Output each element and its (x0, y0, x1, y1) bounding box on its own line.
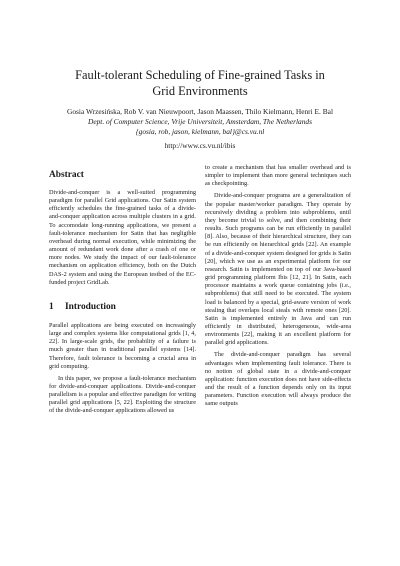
title-line-1: Fault-tolerant Scheduling of Fine-grained Tasks in (75, 68, 325, 82)
introduction-heading (49, 301, 196, 313)
paper-title (0, 67, 400, 99)
affiliation (0, 117, 400, 137)
right-paragraph-1: Divide-and-conquer programs are a generalization of the popular master/worker paradigm. They operate by recursively dividing a problem into subproblems, until they become trivial to solve, and then combining their results. Such programs can be run efficiently in parallel [8]. Also, because of their hierarchical structure, they can be run efficiently on hierarchical grids [22]. An example of a divide-and-conquer system designed for grids is Satin [20], which we use as an experimental platform for our research. Satin is implemented on top of our Java-based grid programming platform Ibis [12, 21]. In Satin, each processor maintains a work queue containing jobs (i.e., subproblems) that still need to be executed. The system load is balanced by a special, grid-aware version of work stealing that overlaps local steals with remote ones [20]. Satin is implemented entirely in Java and can run efficiently in distributed, heterogeneous, wide-area environments [22], making it an excellent platform for parallel grid applications. (205, 192, 351, 347)
right-paragraph-2: The divide-and-conquer paradigm has several advantages when implementing fault tolerance. There is no notion of global state in a divide-and-conquer application: function execution does not have side-effects and the result of a function depends only on its input parameters. Function execution will always produce the same outputs (205, 351, 351, 408)
intro-paragraph-2: In this paper, we propose a fault-tolerance mechanism for divide-and-conquer applications. Divide-and-conquer parallelism is a popular and effective paradigm for writing parallel grid applications [5, 22]. Exploiting the structure of the divide-and-conquer applications allowed us (49, 374, 196, 415)
project-url: http://www.cs.vu.nl/ibis (164, 141, 236, 150)
affiliation-emails: {gosia, rob, jason, kielmann, bal}@cs.vu.nl (135, 127, 265, 136)
section-title: Introduction (65, 301, 116, 312)
section-number: 1 (49, 301, 54, 312)
right-paragraph-0: to create a mechanism that has smaller overhead and is simpler to implement than more general techniques such as checkpointing. (205, 164, 351, 188)
abstract-text: Divide-and-conquer is a well-suited programming paradigm for parallel Grid applications. Our Satin system efficiently schedules the fine-grained tasks of a divide-and-conquer application across multiple clusters in a grid. To accomodate long-running applications, we present a fault-tolerance mechanism for Satin that has negligible overhead during normal execution, while minimizing the amount of redundant work done after a crash of one or more nodes. We study the impact of our fault-tolerance mechanism on application efficiency, both on the Dutch DAS-2 system and using the European testbed of the EC-funded project GridLab. (49, 189, 196, 286)
left-column (49, 164, 196, 416)
intro-paragraph-1: Parallel applications are being executed on increasingly large and complex systems like computational grids [1, 4, 22]. In large-scale grids, the probability of a failure is much greater than in traditional parallel systems [14]. Therefore, fault tolerance is becoming a crucial area in grid computing. (49, 321, 196, 370)
author-list: Gosia Wrzesińska, Rob V. van Nieuwpoort, Jason Maassen, Thilo Kielmann, Henri E. Bal (67, 107, 333, 116)
title-line-2: Grid Environments (152, 84, 248, 98)
right-column (205, 164, 351, 409)
abstract-heading: Abstract (49, 170, 84, 180)
affiliation-dept: Dept. of Computer Science, Vrije Universiteit, Amsterdam, The Netherlands (87, 117, 312, 126)
